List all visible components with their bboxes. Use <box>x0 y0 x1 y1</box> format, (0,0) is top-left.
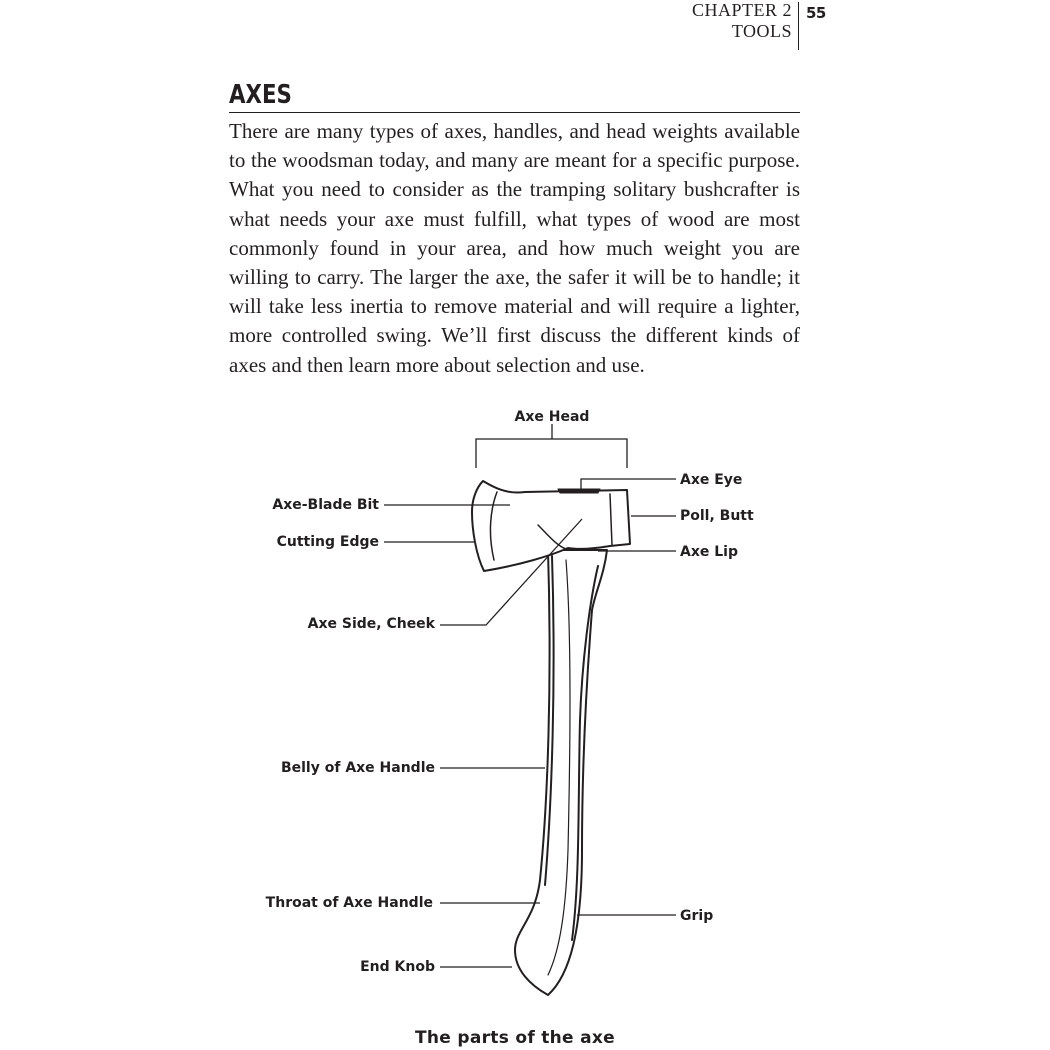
axe-illustration <box>472 481 630 995</box>
section-label: TOOLS <box>731 21 792 41</box>
label-grip: Grip <box>680 908 714 924</box>
page-number: 55 <box>806 4 826 22</box>
label-throat: Throat of Axe Handle <box>265 895 433 911</box>
axe-eye-leader <box>581 479 676 490</box>
body-paragraph: There are many types of axes, handles, and head weights available to the woodsman today, and many are meant for a specific purpose. What you need to consider as the tramping solitary bushcrafter is what needs your axe must fulfill, what types of wood are most commonly found in your area, and how much weight you are willing to carry. The larger the axe, the safer it will be to handle; it will take less inertia to remove material and will require a lighter, more controlled swing. We’ll first discuss the different kinds of axes and then learn more about selection and use. <box>229 119 800 377</box>
label-axe-lip: Axe Lip <box>680 544 738 560</box>
label-end-knob: End Knob <box>360 959 435 975</box>
figure-caption: The parts of the axe <box>415 1028 615 1048</box>
section-title: AXES <box>229 80 292 110</box>
label-blade-bit: Axe-Blade Bit <box>272 497 379 513</box>
label-axe-eye: Axe Eye <box>680 472 743 488</box>
chapter-label: CHAPTER 2 <box>691 0 792 20</box>
label-poll-butt: Poll, Butt <box>680 508 754 524</box>
axe-head-bracket <box>476 424 627 468</box>
label-side-cheek: Axe Side, Cheek <box>307 616 435 632</box>
label-belly: Belly of Axe Handle <box>280 760 435 776</box>
label-cutting-edge: Cutting Edge <box>276 534 379 550</box>
label-axe-head: Axe Head <box>514 409 590 425</box>
axe-eye <box>558 489 600 493</box>
